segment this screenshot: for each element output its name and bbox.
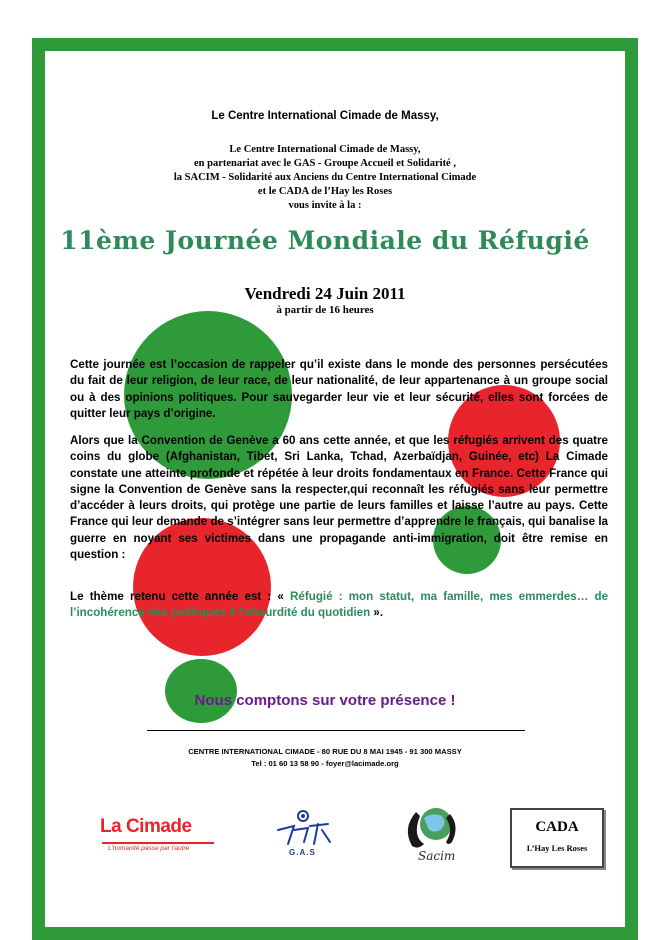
sacim-logo bbox=[398, 806, 468, 866]
partner-line: en partenariat avec le GAS - Groupe Accueil et Solidarité , bbox=[194, 158, 456, 169]
partners-block bbox=[0, 143, 650, 213]
gas-logo bbox=[270, 808, 340, 860]
la-cimade-logo bbox=[100, 812, 220, 858]
cimade-logo-name: La Cimade bbox=[100, 816, 192, 837]
partner-line: la SACIM - Solidarité aux Anciens du Centre International Cimade bbox=[173, 172, 477, 183]
event-time: à partir de 16 heures bbox=[276, 304, 374, 316]
sacim-globe-icon bbox=[398, 806, 468, 852]
event-date: Vendredi 24 Juin 2011 bbox=[244, 284, 406, 303]
theme-suffix: ». bbox=[373, 606, 384, 620]
footer-address: CENTRE INTERNATIONAL CIMADE - 80 RUE DU 8 MAI 1945 - 91 300 MASSY bbox=[188, 747, 462, 756]
partner-line: et le CADA de l’Hay les Roses bbox=[257, 186, 393, 197]
footer-divider bbox=[147, 730, 525, 731]
gas-logo-text: G.A.S bbox=[289, 848, 316, 857]
theme-paragraph bbox=[70, 589, 608, 622]
body-paragraph-1: Cette journée est l’occasion de rappeler qu’il existe dans le monde des personnes persécutées du fait de leur religion, de leur race, de leur nationalité, de leur appartenance à un groupe social ou à des opinions politiques. Pour sauvegarder leur vie et leur sécurité, elles sont forcées de quitter leur pays d’origine. bbox=[70, 358, 608, 420]
decor-circle-green-bottom bbox=[165, 659, 237, 723]
organizer-heading: Le Centre International Cimade de Massy, bbox=[211, 110, 439, 122]
partner-line: Le Centre International Cimade de Massy, bbox=[229, 144, 421, 155]
cada-logo bbox=[510, 808, 604, 868]
body-paragraph-2: Alors que la Convention de Genève a 60 ans cette année, et que les réfugiés arrivent des quatre coins du globe (Afghanistan, Tibet, Sri Lanka, Tchad, Azerbaïdjan, Guinée, etc) La Cimade constate une atteinte profonde et répétée à leur droits fondamentaux en France. Cette France qui signe la Convention de Genève sans la respecter,qui reconnaît les réfugiés sans leur permettre d’accéder à leurs droits, qui protège une partie de leurs familles et laisse l’autre au pays. Cette France qui leur demande de s’intégrer sans leur permettre d’apprendre le français, qui banalise la guerre en noyant ses victimes dans une propagande anti-immigration, doit être remise en question : bbox=[70, 434, 608, 562]
gas-emblem-icon bbox=[270, 808, 340, 848]
footer-contact: Tel : 01 60 13 58 90 - foyer@lacimade.org bbox=[251, 759, 399, 768]
invite-line: vous invite à la : bbox=[288, 200, 362, 211]
cada-logo-title: CADA bbox=[535, 819, 579, 835]
presence-message: Nous comptons sur votre présence ! bbox=[194, 692, 456, 709]
cimade-logo-slogan: L’humanité passe par l’autre bbox=[108, 845, 190, 852]
cada-logo-subtitle: L’Hay Les Roses bbox=[526, 843, 588, 853]
event-title: 11ème Journée Mondiale du Réfugié bbox=[60, 226, 590, 255]
theme-prefix: Le thème retenu cette année est : « bbox=[70, 590, 284, 603]
cimade-logo-underline bbox=[102, 842, 214, 844]
theme-quote: Réfugié : mon statut, ma famille, mes emmerdes… de l’incohérence des politiques à l’absurdité du quotidien bbox=[70, 590, 609, 620]
sacim-logo-text: Sacim bbox=[418, 849, 456, 863]
